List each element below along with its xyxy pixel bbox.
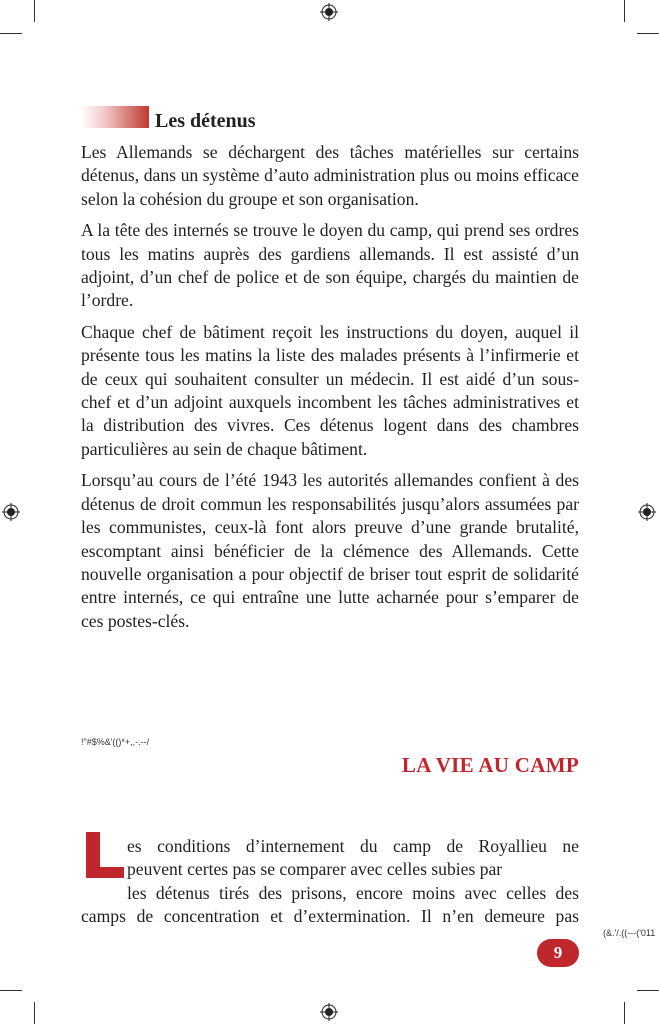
chapter-intro-text <box>81 835 579 929</box>
paragraph: A la tête des internés se trouve le doyen du camp, qui prend ses ordres tous les matins auprès des gardiens allemands. Il est assisté d’un adjoint, d’un chef de police et de son équipe, chargés du maintien de l’ordre. <box>81 220 579 311</box>
registration-mark-icon <box>320 3 338 21</box>
crop-mark <box>0 990 22 991</box>
intro-line: les détenus tirés des prisons, encore moins avec celles des <box>127 882 579 903</box>
page-number-badge: 9 <box>537 939 579 967</box>
crop-mark <box>624 0 625 22</box>
registration-mark-icon <box>320 1003 338 1021</box>
crop-mark <box>637 33 659 34</box>
crop-mark <box>624 1002 625 1024</box>
paragraph: Lorsqu’au cours de l’été 1943 les autorités allemandes confient à des détenus de droit commun les responsabilités jusqu’alors assumées par les communistes, ceux-là font alors preuve d’une grande brutalité, escomptant ainsi bénéficier de la clémence des Allemands. Cette nouvelle organisation a pour objectif de briser tout esprit de solidarité entre internés, ce qui entraîne une lutte acharnée pour s’emparer de ces postes-clés. <box>81 470 579 631</box>
crop-mark <box>0 33 22 34</box>
section-title: Les détenus <box>155 110 256 132</box>
crop-mark <box>637 990 659 991</box>
intro-line: camps de concentration et d’extermination. Il n’en demeure pas <box>81 906 579 927</box>
registration-mark-icon <box>638 503 656 521</box>
intro-line: es conditions d’internement du camp de Royallieu ne <box>127 836 579 856</box>
paragraph: Chaque chef de bâtiment reçoit les instructions du doyen, auquel il présente tous les matins la liste des malades présents à l’infirmerie et de ceux qui souhaitent consulter un médecin. Il est aidé d’un sous-chef et d’un adjoint auxquels incombent les tâches administratives et la distribution des vivres. Ces détenus logent dans des chambres particulières au sein de chaque bâtiment. <box>81 321 579 459</box>
section-heading-bar <box>81 106 149 128</box>
body-text <box>81 141 579 641</box>
paragraph: Les Allemands se déchargent des tâches matérielles sur certains détenus, dans un système d’auto administration plus ou moins efficace selon la cohésion du groupe et son organisation. <box>81 142 579 209</box>
crop-mark <box>34 0 35 22</box>
section-heading <box>81 105 256 132</box>
printer-slug: !"#$%&'(()*+,,-.--/ <box>81 737 150 747</box>
printer-slug: (&.'/.((---('011 <box>603 928 656 938</box>
chapter-title: LA VIE AU CAMP <box>401 753 579 777</box>
registration-mark-icon <box>2 503 20 521</box>
intro-line: peuvent certes pas se comparer avec celles subies par <box>127 859 503 880</box>
crop-mark <box>34 1002 35 1024</box>
